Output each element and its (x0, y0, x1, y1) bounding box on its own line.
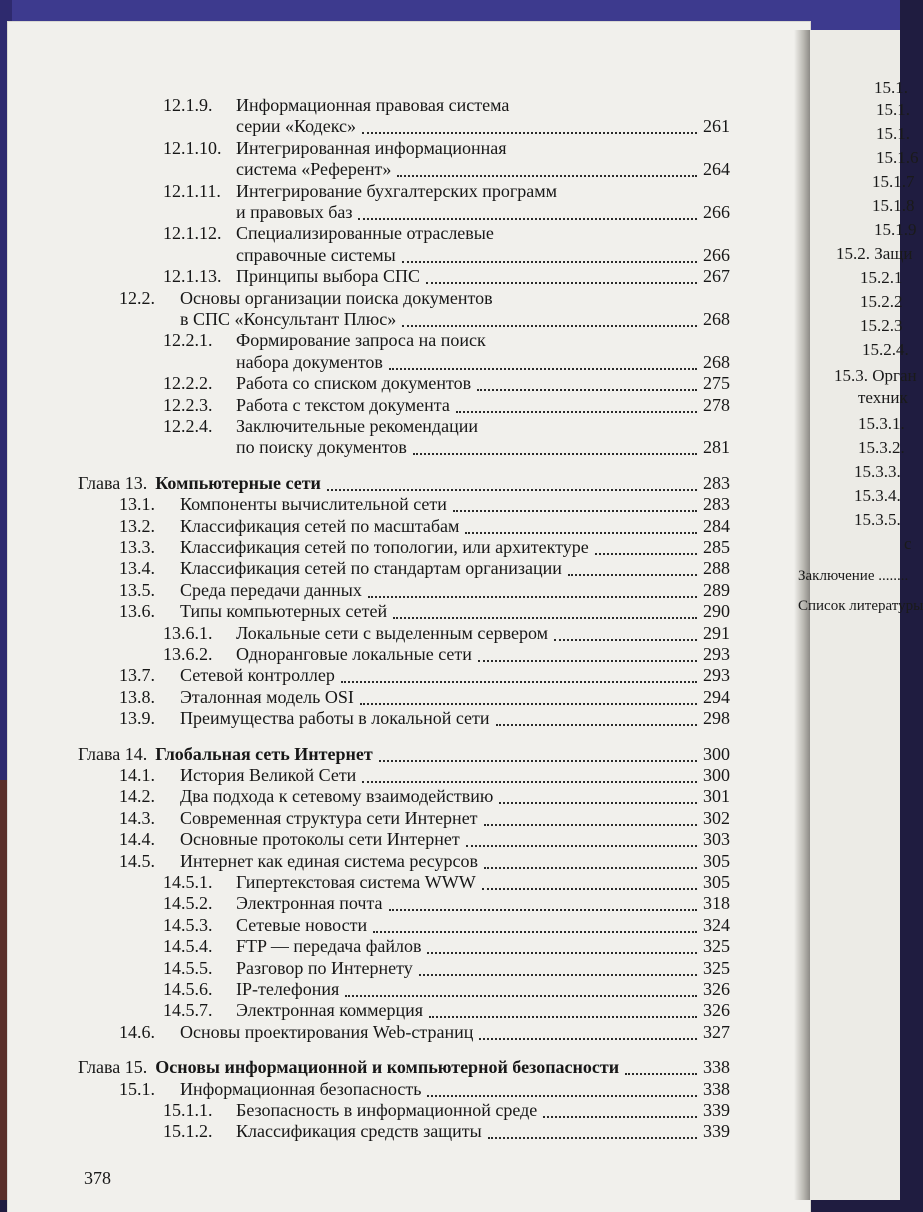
toc-entry (8, 1021, 810, 1043)
toc-entry-title: FTP — передача файлов (236, 936, 422, 957)
toc-page-number: 290 (703, 601, 730, 622)
toc-page-number: 283 (703, 472, 730, 493)
toc-page-number: 324 (703, 914, 730, 935)
toc-dot-leader (419, 954, 697, 976)
toc-entry-title: IP-телефония (236, 979, 340, 999)
toc-entry-title: Среда передачи данных (180, 579, 362, 600)
toc-entry-number: 14.5.5. (163, 957, 213, 978)
toc-page-number: 268 (703, 351, 730, 372)
toc-entry-title: Сетевые новости (236, 914, 368, 935)
toc-entry-title: Основы проектирования Web-страниц (180, 1021, 474, 1042)
facing-page-fragment: Список литературы (798, 598, 923, 614)
toc-entry-number: 15.1.1. (163, 1100, 213, 1120)
toc-entry (8, 1120, 810, 1142)
toc-entry-number: 14.5.1. (163, 872, 213, 892)
facing-page-fragment: техник (858, 388, 908, 407)
facing-page-fragment: с (904, 534, 912, 553)
toc-entry-number: 14.5.2. (163, 893, 213, 914)
toc-dot-leader (373, 911, 697, 933)
table-of-contents (8, 22, 810, 1212)
toc-entry-number: 12.2.4. (163, 416, 213, 436)
toc-dot-leader (402, 241, 697, 263)
toc-entry-number: 14.6. (119, 1021, 155, 1042)
toc-dot-leader (543, 1096, 697, 1118)
toc-entry-title: Типы компьютерных сетей (180, 601, 388, 622)
toc-page-number: 291 (703, 622, 730, 643)
toc-entry-number: 14.4. (119, 829, 155, 850)
toc-entry-title: Электронная почта (236, 893, 383, 914)
toc-dot-leader (413, 433, 697, 455)
toc-entry-title: Заключительные рекомендации (236, 416, 478, 436)
toc-entry-number: 12.1.12. (163, 223, 222, 244)
toc-dot-leader (484, 847, 697, 869)
toc-entry (8, 707, 810, 729)
facing-page-fragment: 15.2.1 (860, 268, 903, 287)
toc-entry-title: Интернет как единая система ресурсов (180, 850, 479, 871)
toc-entry-number: 12.1.10. (163, 137, 222, 158)
toc-entry-title: Одноранговые локальные сети (236, 644, 472, 664)
toc-page-number: 302 (703, 807, 730, 828)
toc-entry-number: 12.2.1. (163, 330, 213, 351)
facing-page-fragment: 15.2.3 (860, 316, 903, 335)
toc-entry (8, 394, 810, 416)
toc-entry-number: 12.2.3. (163, 394, 213, 415)
toc-entry-number: 14.1. (119, 765, 155, 785)
toc-dot-leader (478, 640, 697, 662)
toc-entry-number: 12.2. (119, 287, 155, 308)
toc-entry-number: Глава 13. (78, 472, 148, 493)
toc-entry-title: Работа с текстом документа (236, 394, 450, 415)
toc-entry-title: Компьютерные сети (155, 472, 321, 493)
facing-page-fragment: 15.3.1. (858, 414, 905, 433)
toc-page-number: 268 (703, 309, 730, 329)
toc-entry-number: 14.2. (119, 786, 155, 807)
toc-page-number: 293 (703, 644, 730, 664)
toc-dot-leader (362, 112, 697, 134)
toc-entry-number: 13.1. (119, 494, 155, 515)
toc-entry-number: 14.5.4. (163, 936, 213, 957)
toc-dot-leader (362, 761, 697, 783)
toc-entry-number: 12.1.13. (163, 266, 222, 287)
facing-page-fragment: 15.3.5. (854, 510, 901, 529)
facing-page-fragment: 15.1.7 (872, 172, 915, 191)
facing-book-page (798, 30, 923, 1200)
facing-page-fragment: 15.2.2 (860, 292, 903, 311)
toc-entry-title: Глобальная сеть Интернет (155, 743, 373, 764)
facing-page-fragment: 15.2. Защи (836, 244, 913, 263)
facing-page-fragment: 15.1. (876, 124, 910, 143)
toc-dot-leader (426, 262, 697, 284)
toc-entry-continuation (8, 436, 810, 458)
toc-entry-number: 14.5.7. (163, 1000, 213, 1021)
toc-page-number: 301 (703, 786, 730, 807)
toc-dot-leader (397, 155, 697, 177)
facing-page-fragment: 15.2.4. (862, 340, 909, 359)
toc-entry-title: Интегрированная информационная (236, 137, 507, 158)
toc-dot-leader (488, 1117, 697, 1139)
toc-entry-number: 13.4. (119, 558, 155, 579)
toc-entry-title: Сетевой контроллер (180, 665, 335, 686)
left-book-page (8, 22, 810, 1212)
facing-page-fragment: 15.3. Орган (834, 366, 917, 385)
book-gutter (794, 30, 810, 1200)
toc-entry-number: 13.9. (119, 708, 155, 729)
toc-page-number: 267 (703, 266, 730, 287)
toc-entry-title: Информационная безопасность (180, 1078, 422, 1099)
toc-page-number: 326 (703, 979, 730, 999)
toc-entry-title: справочные системы (236, 244, 396, 265)
toc-page-number: 284 (703, 515, 730, 536)
toc-page-number: 339 (703, 1121, 730, 1142)
toc-dot-leader (389, 889, 697, 911)
facing-page-fragment: 15.3.3. (854, 462, 901, 481)
toc-dot-leader (427, 1075, 697, 1097)
toc-page-number: 283 (703, 494, 730, 515)
toc-entry-title: Локальные сети с выделенным сервером (236, 622, 549, 643)
toc-dot-leader (453, 490, 697, 512)
toc-entry-number: 13.6. (119, 601, 155, 622)
toc-entry-title: Безопасность в информационной среде (236, 1100, 538, 1120)
facing-page-fragment: 15.1. (874, 78, 908, 97)
toc-entry-number: 13.5. (119, 579, 155, 600)
toc-page-number: 264 (703, 159, 730, 180)
toc-page-number: 275 (703, 373, 730, 394)
toc-page-number: 325 (703, 957, 730, 978)
toc-entry-number: 15.1.2. (163, 1121, 213, 1142)
toc-entry-title: Формирование запроса на поиск (236, 330, 486, 351)
facing-page-fragment: 15.1. (876, 100, 910, 119)
toc-page-number: 261 (703, 116, 730, 137)
toc-entry-title: и правовых баз (236, 202, 353, 222)
toc-entry-continuation (8, 115, 810, 137)
toc-page-number: 300 (703, 765, 730, 785)
toc-entry-continuation (8, 201, 810, 223)
toc-dot-leader (393, 597, 697, 619)
toc-dot-leader (379, 740, 697, 762)
toc-entry-number: 14.5.6. (163, 979, 213, 999)
toc-entry-title: Основы организации поиска документов (180, 287, 493, 308)
facing-page-fragment: 15.1.8 (872, 196, 915, 215)
toc-dot-leader (429, 996, 697, 1018)
toc-page-number: 285 (703, 537, 730, 557)
toc-dot-leader (327, 469, 697, 491)
toc-entry-title: Два подхода к сетевому взаимодействию (180, 786, 494, 807)
toc-dot-leader (360, 683, 697, 705)
toc-entry-title: по поиску документов (236, 437, 407, 458)
toc-entry-number: Глава 14. (78, 743, 148, 764)
toc-entry-number: 14.5.3. (163, 914, 213, 935)
toc-entry-continuation (8, 308, 810, 330)
toc-dot-leader (499, 782, 697, 804)
toc-entry-title: система «Референт» (236, 159, 392, 180)
toc-entry (8, 265, 810, 287)
toc-entry-number: Глава 15. (78, 1057, 148, 1078)
toc-entry-number: 15.1. (119, 1078, 155, 1099)
toc-page-number: 266 (703, 244, 730, 265)
toc-page-number: 339 (703, 1100, 730, 1120)
toc-entry-title: Работа со списком документов (236, 373, 472, 394)
toc-dot-leader (465, 512, 697, 534)
toc-entry-number: 12.2.2. (163, 373, 213, 394)
toc-page-number: 288 (703, 558, 730, 579)
toc-page-number: 300 (703, 743, 730, 764)
toc-dot-leader (479, 1018, 697, 1040)
toc-entry-title: Основы информационной и компьютерной безопасности (155, 1057, 620, 1078)
toc-dot-leader (456, 391, 697, 413)
toc-entry-title: Современная структура сети Интернет (180, 807, 478, 828)
facing-page-fragment: 15.1.6 (876, 148, 919, 167)
toc-entry-title: Преимущества работы в локальной сети (180, 708, 490, 729)
toc-entry-number: 13.3. (119, 537, 155, 557)
page-number: 378 (84, 1168, 111, 1188)
toc-entry-number: 14.5. (119, 850, 155, 871)
toc-dot-leader (477, 369, 697, 391)
toc-entry-title: в СПС «Консультант Плюс» (180, 309, 397, 329)
toc-dot-leader (482, 868, 697, 890)
toc-dot-leader (554, 619, 697, 641)
toc-entry-number: 13.8. (119, 686, 155, 707)
toc-page-number: 303 (703, 829, 730, 850)
toc-dot-leader (389, 348, 697, 370)
toc-entry-title: серии «Кодекс» (236, 116, 356, 137)
facing-page-fragment: 15.3.2. (858, 438, 905, 457)
toc-entry-title: Интегрирование бухгалтерских программ (236, 180, 558, 201)
toc-entry-number: 12.1.11. (163, 180, 221, 201)
toc-entry-number: 13.6.2. (163, 644, 213, 664)
toc-page-number: 318 (703, 893, 730, 914)
toc-entry-title: Гипертекстовая система WWW (236, 872, 476, 892)
toc-entry-title: Эталонная модель OSI (180, 686, 354, 707)
toc-page-number: 305 (703, 850, 730, 871)
toc-dot-leader (341, 661, 697, 683)
toc-entry-title: Электронная коммерция (236, 1000, 424, 1021)
toc-dot-leader (345, 975, 697, 997)
toc-entry-number: 14.3. (119, 807, 155, 828)
toc-entry-title: Компоненты вычислительной сети (180, 494, 447, 515)
toc-entry-continuation (8, 158, 810, 180)
toc-page-number: 281 (703, 437, 730, 458)
toc-dot-leader (402, 305, 697, 327)
toc-entry-number: 13.2. (119, 515, 155, 536)
toc-entry-number: 13.6.1. (163, 622, 213, 643)
toc-entry-title: Основные протоколы сети Интернет (180, 829, 460, 850)
toc-dot-leader (568, 554, 697, 576)
toc-entry-number: 12.1.9. (163, 95, 213, 115)
toc-dot-leader (368, 576, 697, 598)
toc-entry-title: Принципы выбора СПС (236, 266, 421, 287)
toc-entry-title: Классификация сетей по стандартам организации (180, 558, 562, 579)
toc-page-number: 278 (703, 394, 730, 415)
toc-entry-number: 13.7. (119, 665, 155, 686)
toc-dot-leader (358, 198, 697, 220)
facing-page-fragment: 15.3.4. (854, 486, 901, 505)
toc-page-number: 298 (703, 708, 730, 729)
toc-page-number: 326 (703, 1000, 730, 1021)
toc-dot-leader (625, 1053, 697, 1075)
toc-entry-title: набора документов (236, 351, 383, 372)
toc-entry-title: История Великой Сети (180, 765, 357, 785)
toc-page-number: 305 (703, 872, 730, 892)
toc-page-number: 327 (703, 1021, 730, 1042)
facing-page-fragment: Заключение ........ (798, 568, 909, 584)
toc-page-number: 293 (703, 665, 730, 686)
toc-entry-title: Информационная правовая система (236, 95, 510, 115)
toc-page-number: 325 (703, 936, 730, 957)
facing-page-fragment: 15.1.9 (874, 220, 917, 239)
toc-page-number: 294 (703, 686, 730, 707)
toc-page-number: 266 (703, 202, 730, 222)
toc-entry-title: Специализированные отраслевые (236, 223, 494, 244)
toc-page-number: 338 (703, 1057, 730, 1078)
toc-entry-title: Классификация средств защиты (236, 1121, 482, 1142)
toc-dot-leader (496, 704, 697, 726)
toc-page-number: 289 (703, 579, 730, 600)
toc-entry-title: Разговор по Интернету (236, 957, 413, 978)
toc-dot-leader (595, 533, 697, 555)
toc-dot-leader (466, 825, 697, 847)
toc-entry-title: Классификация сетей по масштабам (180, 515, 460, 536)
toc-entry-title: Классификация сетей по топологии, или архитектуре (180, 537, 589, 557)
toc-dot-leader (484, 804, 697, 826)
toc-page-number: 338 (703, 1078, 730, 1099)
toc-dot-leader (427, 932, 697, 954)
